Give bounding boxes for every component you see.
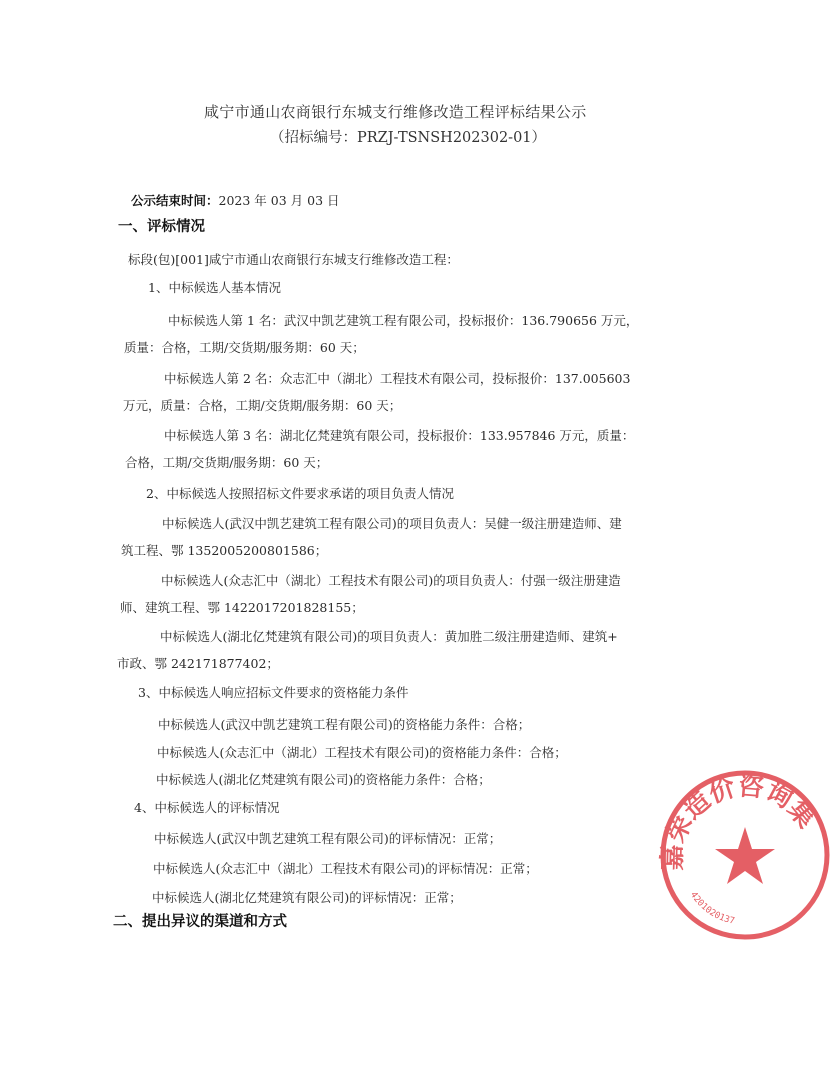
leader-3-line-1: 中标候选人(湖北亿梵建筑有限公司)的项目负责人：黄加胜二级注册建造师、建筑+ xyxy=(160,629,618,644)
evaluation-2: 中标候选人(众志汇中（湖北）工程技术有限公司)的评标情况：正常； xyxy=(153,861,538,876)
leader-1-line-2: 筑工程、鄂 1352005200801586； xyxy=(121,543,328,558)
section-heading-evaluation: 一、评标情况 xyxy=(118,219,205,235)
candidate-2-line-1: 中标候选人第 2 名：众志汇中（湖北）工程技术有限公司，投标报价：137.005603 xyxy=(164,371,631,386)
leader-2-line-2: 师、建筑工程、鄂 1422017201828155； xyxy=(120,600,364,615)
end-time-label: 公示结束时间： xyxy=(131,193,219,208)
subheading-project-leaders: 2、中标候选人按照招标文件要求承诺的项目负责人情况 xyxy=(146,486,454,501)
candidate-3-line-1: 中标候选人第 3 名：湖北亿梵建筑有限公司，投标报价：133.957846 万元，质量： xyxy=(164,428,635,443)
subheading-evaluation-status: 4、中标候选人的评标情况 xyxy=(134,800,280,815)
publicity-end-time xyxy=(131,193,340,209)
subheading-qualification: 3、中标候选人响应招标文件要求的资格能力条件 xyxy=(138,685,409,700)
document-title: 咸宁市通山农商银行东城支行维修改造工程评标结果公示 xyxy=(204,103,587,121)
leader-1-line-1: 中标候选人(武汉中凯艺建筑工程有限公司)的项目负责人：吴健一级注册建造师、建 xyxy=(162,516,622,531)
candidate-1-line-2: 质量：合格，工期/交货期/服务期：60 天； xyxy=(124,340,365,355)
subheading-basic-info: 1、中标候选人基本情况 xyxy=(148,280,281,295)
evaluation-3: 中标候选人(湖北亿梵建筑有限公司)的评标情况：正常； xyxy=(152,890,462,905)
seal-number: 4201020137 xyxy=(687,890,736,927)
qualification-1: 中标候选人(武汉中凯艺建筑工程有限公司)的资格能力条件：合格； xyxy=(158,717,531,732)
candidate-1-line-1: 中标候选人第 1 名：武汉中凯艺建筑工程有限公司，投标报价：136.790656 万元， xyxy=(168,313,639,328)
qualification-3: 中标候选人(湖北亿梵建筑有限公司)的资格能力条件：合格； xyxy=(156,772,491,787)
evaluation-1: 中标候选人(武汉中凯艺建筑工程有限公司)的评标情况：正常； xyxy=(154,831,502,846)
tender-number: （招标编号：PRZJ-TSNSH202302-01） xyxy=(270,130,547,146)
company-seal-stamp xyxy=(655,765,835,945)
section-heading-objection: 二、提出异议的渠道和方式 xyxy=(113,914,287,930)
leader-3-line-2: 市政、鄂 242171877402； xyxy=(117,656,279,671)
candidate-3-line-2: 合格，工期/交货期/服务期：60 天； xyxy=(125,455,329,470)
leader-2-line-1: 中标候选人(众志汇中（湖北）工程技术有限公司)的项目负责人：付强一级注册建造 xyxy=(161,573,621,588)
qualification-2: 中标候选人(众志汇中（湖北）工程技术有限公司)的资格能力条件：合格； xyxy=(157,745,567,760)
seal-arc-text: 嘉荣造价咨询集 xyxy=(657,771,822,871)
candidate-2-line-2: 万元，质量：合格，工期/交货期/服务期：60 天； xyxy=(123,398,402,413)
seal-star-icon xyxy=(715,827,775,884)
lot-line: 标段(包)[001]咸宁市通山农商银行东城支行维修改造工程： xyxy=(128,252,459,267)
end-time-value: 2023 年 03 月 03 日 xyxy=(218,193,340,208)
